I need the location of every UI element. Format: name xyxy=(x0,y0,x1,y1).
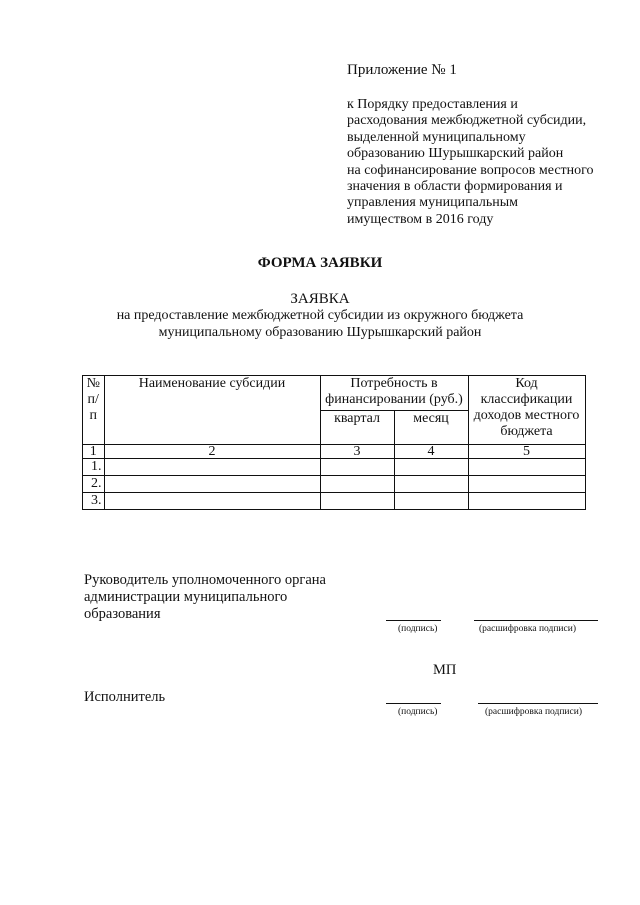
row-code-cell[interactable] xyxy=(468,476,585,493)
row-name-cell[interactable] xyxy=(104,459,320,476)
row-number: 1. xyxy=(83,459,105,476)
head-transcript-caption: (расшифровка подписи) xyxy=(479,624,576,634)
appendix-line: к Порядку предоставления и xyxy=(347,97,518,112)
executor-label: Исполнитель xyxy=(84,689,166,705)
row-code-cell[interactable] xyxy=(468,459,585,476)
row-number: 2. xyxy=(83,476,105,493)
head-transcript-line[interactable] xyxy=(474,620,598,621)
application-heading: ЗАЯВКА xyxy=(290,291,350,307)
row-month-cell[interactable] xyxy=(394,476,468,493)
appendix-line: управления муниципальным xyxy=(347,195,519,211)
appendix-line: на софинансирование вопросов местного xyxy=(347,162,594,178)
appendix-line: выделенной муниципальному xyxy=(347,129,526,145)
header-code: Код классификации доходов местного бюджета xyxy=(468,376,585,445)
executor-transcript-caption: (расшифровка подписи) xyxy=(485,707,582,717)
row-month-cell[interactable] xyxy=(394,459,468,476)
appendix-description xyxy=(347,97,632,228)
header-num: № п/п xyxy=(83,376,105,445)
application-subtitle-line: муниципальному образованию Шурышкарский район xyxy=(158,325,482,340)
row-quarter-cell[interactable] xyxy=(320,459,394,476)
row-month-cell[interactable] xyxy=(394,493,468,510)
header-need: Потребность в финансировании (руб.) xyxy=(320,376,468,411)
head-signer-line: Руководитель уполномоченного органа xyxy=(84,572,326,588)
column-number: 5 xyxy=(468,445,585,459)
table-row xyxy=(83,476,586,493)
executor-transcript-line[interactable] xyxy=(478,703,598,704)
head-signature-caption: (подпись) xyxy=(398,624,438,634)
column-number: 3 xyxy=(320,445,394,459)
appendix-line: образованию Шурышкарский район xyxy=(347,146,564,162)
appendix-line: расходования межбюджетной субсидии, xyxy=(347,113,587,129)
header-name: Наименование субсидии xyxy=(104,376,320,445)
header-month: месяц xyxy=(394,411,468,445)
column-number: 1 xyxy=(83,445,105,459)
application-subtitle-line: на предоставление межбюджетной субсидии из окружного бюджета xyxy=(116,308,524,323)
column-number: 2 xyxy=(104,445,320,459)
appendix-line: имуществом в 2016 году xyxy=(347,211,494,227)
row-name-cell[interactable] xyxy=(104,493,320,510)
column-number: 4 xyxy=(394,445,468,459)
stamp-placeholder: МП xyxy=(433,662,457,678)
head-signer-line: образования xyxy=(84,606,161,622)
appendix-line: значения в области формирования и xyxy=(347,179,563,195)
application-subtitle xyxy=(0,307,640,341)
row-name-cell[interactable] xyxy=(104,476,320,493)
form-title: ФОРМА ЗАЯВКИ xyxy=(257,255,383,271)
executor-signature-line[interactable] xyxy=(386,703,441,704)
row-quarter-cell[interactable] xyxy=(320,476,394,493)
head-signer-line: администрации муниципального xyxy=(84,589,288,605)
executor-signature-caption: (подпись) xyxy=(398,707,438,717)
table-row xyxy=(83,459,586,476)
row-number: 3. xyxy=(83,493,105,510)
head-signature-line[interactable] xyxy=(386,620,441,621)
head-signer-label xyxy=(84,572,326,623)
header-quarter: квартал xyxy=(320,411,394,445)
subsidy-table xyxy=(82,375,586,510)
row-quarter-cell[interactable] xyxy=(320,493,394,510)
appendix-title: Приложение № 1 xyxy=(347,62,457,78)
table-row xyxy=(83,493,586,510)
row-code-cell[interactable] xyxy=(468,493,585,510)
